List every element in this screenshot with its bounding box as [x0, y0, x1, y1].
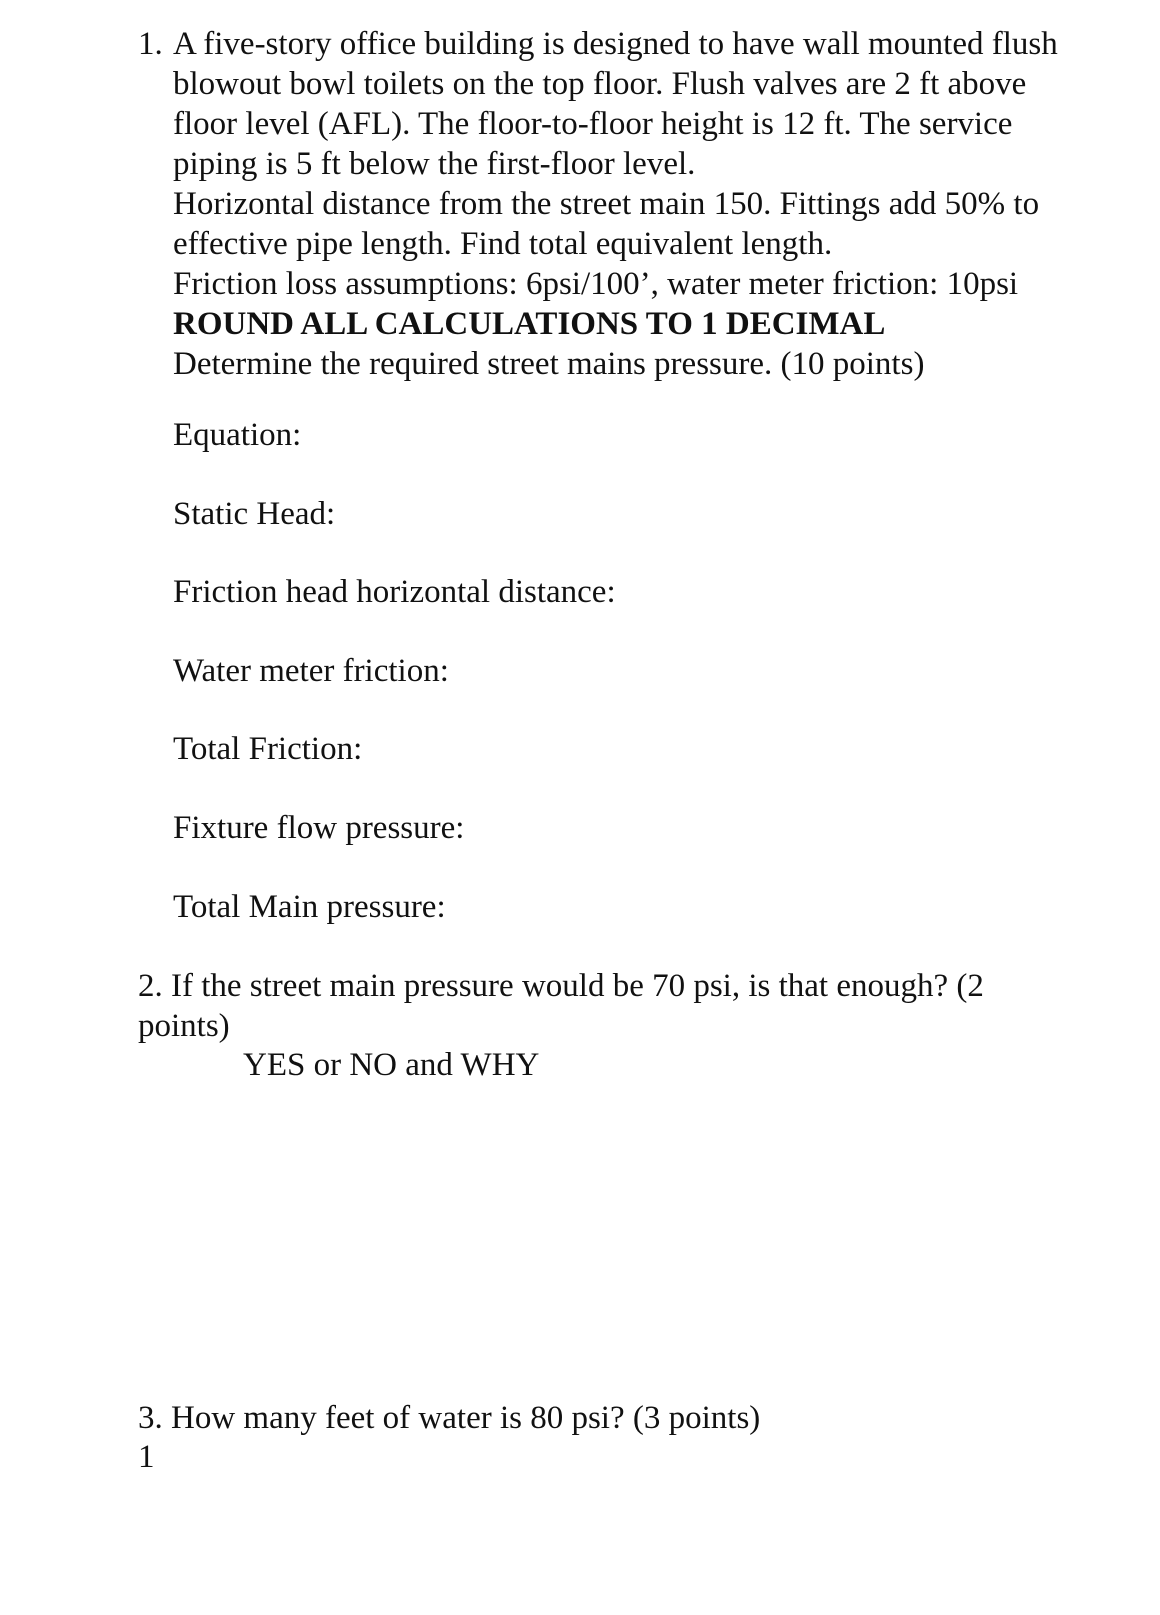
total-main-pressure-label: Total Main pressure:	[173, 889, 446, 925]
question-2	[138, 966, 1138, 1046]
question-2-line: points)	[138, 1008, 230, 1044]
question-1-line: blowout bowl toilets on the top floor. Flush valves are 2 ft above	[173, 66, 1027, 102]
fixture-flow-pressure-label: Fixture flow pressure:	[173, 810, 465, 846]
question-1-line: Determine the required street mains pressure. (10 points)	[173, 346, 925, 382]
question-1-number: 1.	[138, 26, 163, 62]
question-2-answer-prompt: YES or NO and WHY	[243, 1047, 540, 1083]
question-1	[138, 24, 1138, 384]
equation-label: Equation:	[173, 417, 302, 453]
static-head-label: Static Head:	[173, 496, 336, 532]
question-2-line: 2. If the street main pressure would be 70 psi, is that enough? (2	[138, 968, 984, 1004]
question-1-line: effective pipe length. Find total equivalent length.	[173, 226, 833, 262]
total-friction-label: Total Friction:	[173, 731, 363, 767]
friction-head-horizontal-label: Friction head horizontal distance:	[173, 574, 616, 610]
question-1-line: Horizontal distance from the street main 150. Fittings add 50% to	[173, 186, 1040, 222]
page-number: 1	[138, 1439, 155, 1475]
question-1-line: floor level (AFL). The floor-to-floor height is 12 ft. The service	[173, 106, 1013, 142]
question-1-line: A five-story office building is designed to have wall mounted flush	[173, 26, 1058, 62]
question-1-line: piping is 5 ft below the first-floor level.	[173, 146, 696, 182]
question-3: 3. How many feet of water is 80 psi? (3 points)	[138, 1400, 761, 1436]
rounding-instruction: ROUND ALL CALCULATIONS TO 1 DECIMAL	[173, 306, 886, 342]
question-1-text	[173, 24, 1138, 384]
question-1-line: Friction loss assumptions: 6psi/100’, water meter friction: 10psi	[173, 266, 1019, 302]
water-meter-friction-label: Water meter friction:	[173, 653, 449, 689]
